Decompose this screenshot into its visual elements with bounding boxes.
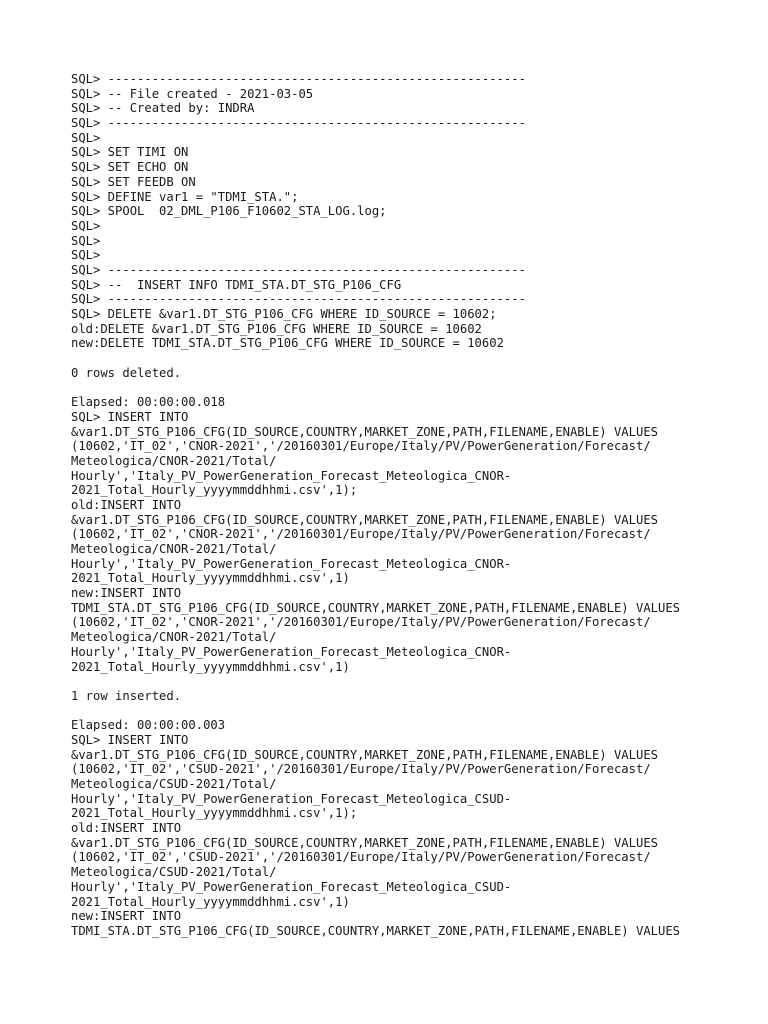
log-line [71, 380, 731, 395]
log-line: SQL> DEFINE var1 = "TDMI_STA."; [71, 189, 299, 204]
log-line: &var1.DT_STG_P106_CFG(ID_SOURCE,COUNTRY,MARKET_ZONE,PATH,FILENAME,ENABLE) VALUES [71, 747, 658, 762]
log-line: Elapsed: 00:00:00.003 [71, 718, 226, 733]
log-line: SQL> --------------------------------------------------------- [71, 72, 526, 86]
log-line: SQL> DELETE &var1.DT_STG_P106_CFG WHERE ID_SOURCE = 10602; [71, 307, 497, 321]
log-line: SQL> SPOOL 02_DML_P106_F10602_STA_LOG.log; [71, 204, 387, 219]
log-line: &var1.DT_STG_P106_CFG(ID_SOURCE,COUNTRY,MARKET_ZONE,PATH,FILENAME,ENABLE) VALUES [71, 424, 658, 439]
log-line: Meteologica/CNOR-2021/Total/ [71, 453, 277, 468]
log-line: TDMI_STA.DT_STG_P106_CFG(ID_SOURCE,COUNTRY,MARKET_ZONE,PATH,FILENAME,ENABLE) VALUES [71, 600, 681, 615]
log-line: Hourly','Italy_PV_PowerGeneration_Forecast_Meteologica_CSUD- [71, 791, 512, 806]
log-line: SQL> SET FEEDB ON [71, 174, 196, 189]
log-line: Hourly','Italy_PV_PowerGeneration_Forecast_Meteologica_CNOR- [71, 556, 512, 571]
log-line: SQL> SET ECHO ON [71, 160, 189, 175]
log-line: TDMI_STA.DT_STG_P106_CFG(ID_SOURCE,COUNTRY,MARKET_ZONE,PATH,FILENAME,ENABLE) VALUES [71, 923, 681, 938]
log-line: &var1.DT_STG_P106_CFG(ID_SOURCE,COUNTRY,MARKET_ZONE,PATH,FILENAME,ENABLE) VALUES [71, 512, 658, 527]
log-line: Meteologica/CSUD-2021/Total/ [71, 777, 277, 791]
log-line: (10602,'IT_02','CNOR-2021','/20160301/Europe/Italy/PV/PowerGeneration/Forecast/ [71, 527, 651, 542]
log-line: SQL> --------------------------------------------------------- [71, 262, 526, 277]
log-line: (10602,'IT_02','CNOR-2021','/20160301/Europe/Italy/PV/PowerGeneration/Forecast/ [71, 439, 651, 454]
log-line: 1 row inserted. [71, 688, 182, 703]
log-line: SQL> [71, 130, 101, 145]
log-line: (10602,'IT_02','CSUD-2021','/20160301/Europe/Italy/PV/PowerGeneration/Forecast/ [71, 762, 651, 777]
log-line [71, 674, 731, 689]
log-line: Hourly','Italy_PV_PowerGeneration_Forecast_Meteologica_CSUD- [71, 879, 512, 894]
log-line: Meteologica/CNOR-2021/Total/ [71, 542, 277, 556]
log-line: (10602,'IT_02','CNOR-2021','/20160301/Europe/Italy/PV/PowerGeneration/Forecast/ [71, 615, 651, 630]
log-line: new:INSERT INTO [71, 909, 182, 924]
log-line: SQL> [71, 218, 101, 233]
log-line: Meteologica/CNOR-2021/Total/ [71, 630, 277, 645]
log-line [71, 351, 731, 366]
log-line: SQL> INSERT INTO [71, 409, 189, 424]
log-line: Hourly','Italy_PV_PowerGeneration_Forecast_Meteologica_CNOR- [71, 468, 512, 483]
log-line: 2021_Total_Hourly_yyyymmddhhmi.csv',1) [71, 659, 350, 674]
log-line: new:INSERT INTO [71, 586, 182, 601]
log-line: &var1.DT_STG_P106_CFG(ID_SOURCE,COUNTRY,MARKET_ZONE,PATH,FILENAME,ENABLE) VALUES [71, 835, 658, 850]
log-line: (10602,'IT_02','CSUD-2021','/20160301/Europe/Italy/PV/PowerGeneration/Forecast/ [71, 850, 651, 865]
log-line: 0 rows deleted. [71, 365, 182, 380]
log-line: SQL> SET TIMI ON [71, 145, 189, 160]
log-line: SQL> INSERT INTO [71, 732, 189, 747]
log-line: SQL> --------------------------------------------------------- [71, 292, 526, 307]
log-line: Elapsed: 00:00:00.018 [71, 395, 226, 410]
log-line: 2021_Total_Hourly_yyyymmddhhmi.csv',1) [71, 894, 350, 909]
log-line: SQL> -- Created by: INDRA [71, 101, 255, 116]
log-line [71, 704, 731, 719]
log-line: 2021_Total_Hourly_yyyymmddhhmi.csv',1); [71, 806, 358, 821]
log-line: new:DELETE TDMI_STA.DT_STG_P106_CFG WHERE ID_SOURCE = 10602 [71, 336, 504, 351]
sql-log-text [71, 72, 731, 939]
log-line: 2021_Total_Hourly_yyyymmddhhmi.csv',1); [71, 483, 358, 498]
log-line: Hourly','Italy_PV_PowerGeneration_Forecast_Meteologica_CNOR- [71, 644, 512, 659]
log-line: SQL> --------------------------------------------------------- [71, 116, 526, 131]
log-line: old:INSERT INTO [71, 497, 182, 512]
log-line: SQL> -- INSERT INFO TDMI_STA.DT_STG_P106_CFG [71, 277, 402, 292]
log-line: old:DELETE &var1.DT_STG_P106_CFG WHERE ID_SOURCE = 10602 [71, 321, 482, 336]
log-line: 2021_Total_Hourly_yyyymmddhhmi.csv',1) [71, 571, 350, 586]
log-line: SQL> [71, 233, 101, 248]
log-line: old:INSERT INTO [71, 821, 182, 836]
log-line: SQL> -- File created - 2021-03-05 [71, 86, 314, 101]
log-line: SQL> [71, 248, 101, 263]
log-line: Meteologica/CSUD-2021/Total/ [71, 865, 277, 880]
